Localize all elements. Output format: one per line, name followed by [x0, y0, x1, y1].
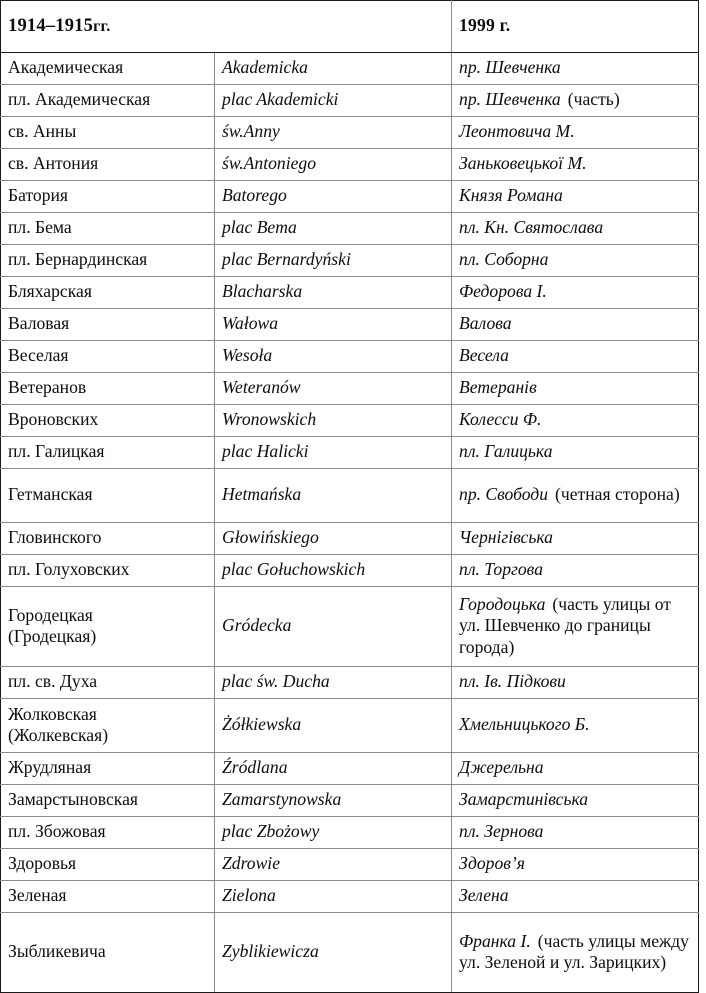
table-row — [1, 117, 699, 149]
cell-old-name: пл. Академическая — [1, 85, 215, 117]
cell-old-name: пл. Збожовая — [1, 817, 215, 849]
table-row — [1, 405, 699, 437]
cell-old-name: Веселая — [1, 341, 215, 373]
table-row — [1, 587, 699, 667]
new-name-text: Леонтовича М. — [459, 121, 575, 142]
cell-old-name: Валовая — [1, 309, 215, 341]
cell-new-name — [452, 309, 699, 341]
table-row — [1, 213, 699, 245]
new-name-text: пр. Свободи — [459, 484, 548, 505]
table-row — [1, 753, 699, 785]
new-name-note: (четная сторона) — [548, 484, 680, 505]
table-row — [1, 341, 699, 373]
old-name-line: (Гродецкая) — [8, 626, 97, 646]
new-name-text: Федорова І. — [459, 281, 547, 302]
column-header-old-period — [1, 1, 452, 53]
new-name-note: (часть улицы от ул. Шевченко до границы города) — [459, 593, 671, 657]
cell-new-name — [452, 213, 699, 245]
cell-polish-name: Weteranów — [215, 373, 452, 405]
cell-polish-name: św.Antoniego — [215, 149, 452, 181]
cell-polish-name: Blacharska — [215, 277, 452, 309]
new-name-text: Чернігівська — [459, 527, 553, 548]
cell-polish-name: plac Bernardyński — [215, 245, 452, 277]
cell-polish-name: Zdrowie — [215, 849, 452, 881]
cell-polish-name: Gródecka — [215, 587, 452, 667]
cell-new-name — [452, 587, 699, 667]
cell-new-name — [452, 117, 699, 149]
table-row — [1, 181, 699, 213]
new-name-text: Ветеранів — [459, 377, 537, 398]
new-name-note: (часть) — [560, 89, 620, 110]
cell-old-name: св. Антония — [1, 149, 215, 181]
new-name-text: пл. Торгова — [459, 559, 543, 580]
cell-polish-name: Żółkiewska — [215, 699, 452, 753]
cell-old-name: Жрудляная — [1, 753, 215, 785]
new-name-text: Колесси Ф. — [459, 409, 542, 430]
cell-polish-name: plac Bema — [215, 213, 452, 245]
cell-old-name: Бляхарская — [1, 277, 215, 309]
cell-new-name — [452, 405, 699, 437]
cell-new-name — [452, 785, 699, 817]
cell-new-name — [452, 667, 699, 699]
cell-new-name — [452, 373, 699, 405]
cell-new-name — [452, 469, 699, 523]
cell-polish-name: Wałowa — [215, 309, 452, 341]
cell-polish-name: Batorego — [215, 181, 452, 213]
cell-polish-name: Zamarstynowska — [215, 785, 452, 817]
table-row — [1, 437, 699, 469]
header-years-range: 1914–1915 — [8, 15, 94, 36]
cell-polish-name: św.Anny — [215, 117, 452, 149]
new-name-text: Франка І. — [459, 930, 531, 951]
cell-new-name — [452, 277, 699, 309]
table-body — [1, 53, 699, 993]
old-name-line: Жолковская — [8, 703, 97, 724]
cell-old-name: св. Анны — [1, 117, 215, 149]
cell-new-name — [452, 85, 699, 117]
new-name-text: пл. Кн. Святослава — [459, 217, 604, 238]
new-name-text: пл. Зернова — [459, 821, 544, 842]
column-header-new-period: 1999 г. — [452, 1, 699, 53]
header-years-suffix: гг. — [93, 17, 111, 35]
new-name-text: пр. Шевченка — [459, 89, 561, 110]
cell-new-name — [452, 149, 699, 181]
cell-new-name — [452, 341, 699, 373]
new-name-text: пл. Соборна — [459, 249, 549, 270]
cell-polish-name: plac Gołuchowskich — [215, 555, 452, 587]
cell-old-name: пл. Бема — [1, 213, 215, 245]
new-name-note: (часть улицы между ул. Зеленой и ул. Зарицких) — [459, 930, 689, 972]
new-name-text: пл. Ів. Підкови — [459, 671, 566, 692]
cell-polish-name: plac św. Ducha — [215, 667, 452, 699]
new-name-text: пр. Шевченка — [459, 57, 561, 78]
cell-new-name — [452, 523, 699, 555]
cell-new-name — [452, 53, 699, 85]
cell-new-name — [452, 699, 699, 753]
cell-old-name — [1, 587, 215, 667]
cell-polish-name: Wesoła — [215, 341, 452, 373]
cell-old-name: пл. Бернардинская — [1, 245, 215, 277]
cell-polish-name: Wronowskich — [215, 405, 452, 437]
cell-polish-name: Akademicka — [215, 53, 452, 85]
new-name-text: Зелена — [459, 885, 509, 906]
new-name-text: пл. Галицька — [459, 441, 553, 462]
new-name-text: Джерельна — [459, 757, 544, 778]
table-row — [1, 913, 699, 993]
cell-polish-name: plac Akademicki — [215, 85, 452, 117]
table-row — [1, 555, 699, 587]
table-row — [1, 309, 699, 341]
cell-new-name — [452, 753, 699, 785]
old-name-line: Городецкая — [8, 604, 93, 625]
old-name-line: (Жолкевская) — [8, 725, 109, 745]
table-row — [1, 699, 699, 753]
new-name-text: Хмельницького Б. — [459, 714, 590, 735]
table-header — [1, 1, 699, 53]
cell-new-name — [452, 881, 699, 913]
cell-new-name — [452, 849, 699, 881]
table-row — [1, 53, 699, 85]
table-row — [1, 277, 699, 309]
cell-polish-name: plac Zbożowy — [215, 817, 452, 849]
cell-old-name: Гловинского — [1, 523, 215, 555]
table-row — [1, 523, 699, 555]
cell-new-name — [452, 817, 699, 849]
table-row — [1, 149, 699, 181]
table-header-row — [1, 1, 699, 53]
cell-new-name — [452, 181, 699, 213]
cell-new-name — [452, 555, 699, 587]
cell-old-name: Вроновских — [1, 405, 215, 437]
table-row — [1, 785, 699, 817]
table-row — [1, 245, 699, 277]
cell-old-name: Зыбликевича — [1, 913, 215, 993]
cell-old-name: пл. Голуховских — [1, 555, 215, 587]
cell-new-name — [452, 437, 699, 469]
cell-polish-name: Zyblikiewicza — [215, 913, 452, 993]
cell-polish-name: Zielona — [215, 881, 452, 913]
new-name-text: Князя Романа — [459, 185, 563, 206]
cell-old-name: Гетманская — [1, 469, 215, 523]
new-name-text: Заньковецької М. — [459, 153, 587, 174]
new-name-text: Городоцька — [459, 593, 546, 614]
cell-old-name: Ветеранов — [1, 373, 215, 405]
cell-new-name — [452, 245, 699, 277]
table-row — [1, 373, 699, 405]
table-row — [1, 85, 699, 117]
cell-old-name: Здоровья — [1, 849, 215, 881]
cell-old-name: Замарстыновская — [1, 785, 215, 817]
table-row — [1, 469, 699, 523]
cell-polish-name: Źródlana — [215, 753, 452, 785]
cell-old-name — [1, 699, 215, 753]
cell-old-name: Академическая — [1, 53, 215, 85]
cell-old-name: Зеленая — [1, 881, 215, 913]
cell-old-name: Батория — [1, 181, 215, 213]
new-name-text: Здоров’я — [459, 853, 525, 874]
table-row — [1, 881, 699, 913]
new-name-text: Валова — [459, 313, 512, 334]
cell-polish-name: Głowińskiego — [215, 523, 452, 555]
cell-old-name: пл. св. Духа — [1, 667, 215, 699]
new-name-text: Замарстинівська — [459, 789, 589, 810]
cell-new-name — [452, 913, 699, 993]
table-row — [1, 849, 699, 881]
table-row — [1, 667, 699, 699]
new-name-text: Весела — [459, 345, 509, 366]
cell-polish-name: plac Halicki — [215, 437, 452, 469]
table-row — [1, 817, 699, 849]
cell-polish-name: Hetmańska — [215, 469, 452, 523]
cell-old-name: пл. Галицкая — [1, 437, 215, 469]
